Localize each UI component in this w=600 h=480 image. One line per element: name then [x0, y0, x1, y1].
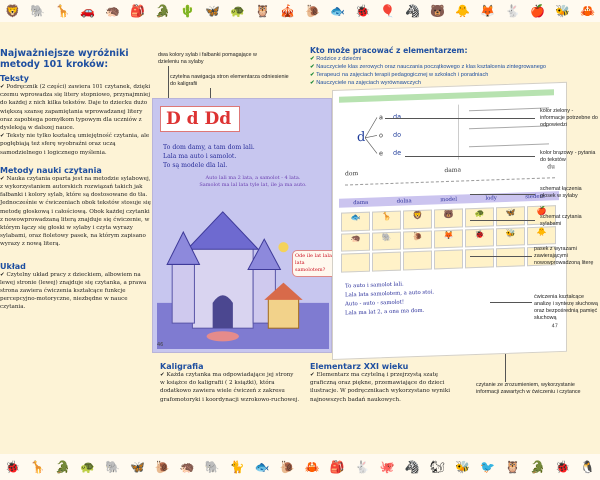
border-animal-icon: 🦉 — [504, 460, 520, 474]
border-animal-icon: 🦒 — [30, 460, 45, 474]
border-animal-icon: 🦓 — [404, 460, 420, 474]
book-left-page — [152, 98, 332, 353]
border-animal-icon: 🐻 — [430, 4, 445, 18]
elementarz-text: ✔ Elementarz ma czytelną i przejrzystą szatę graficzną oraz piękne, przemawiające do dzieci ilustracje. W podręcznikach wykorzystano wyniki najnowszych badań naukowych. — [310, 372, 450, 403]
letter-dd: D d Dd — [166, 109, 232, 129]
bottom-animal-border — [0, 454, 600, 480]
kto-item: ✔ Terapeuci na zajęciach terapii pedagogicznej w szkołach i poradniach — [310, 72, 489, 78]
reading-line: To dom damy, a tam dom lali. — [163, 144, 255, 151]
border-animal-icon: 🎪 — [280, 4, 295, 18]
reading-line: Lala ma lat 2, a ona ma dom. — [345, 307, 425, 317]
border-animal-icon: 🦋 — [205, 4, 220, 18]
band-word: dama — [353, 199, 369, 206]
border-animal-icon: 🐘 — [104, 460, 120, 474]
annotation-line — [385, 118, 535, 119]
border-animal-icon: 🍎 — [530, 4, 545, 18]
reading-line: Lala ma auto i samolot. — [163, 153, 237, 160]
border-animal-icon: 🐇 — [505, 4, 520, 18]
reading-line: Samolot ma lal lata tyle lat, ile ja ma auto. — [199, 182, 307, 188]
border-animal-icon: 🦋 — [129, 460, 145, 474]
syllable-arrows — [365, 115, 379, 159]
border-animal-icon: 🐘 — [204, 460, 220, 474]
border-animal-icon: 🐊 — [155, 4, 170, 18]
syllable-row: e — [379, 149, 383, 158]
syllable-row: o — [379, 131, 383, 140]
reading-line: To są modele dla lal. — [163, 162, 228, 169]
page-number-right: 47 — [551, 323, 558, 330]
annotation-falbanki: dwa kolory sylab i fałbanki pomagające w dzieleniu na sylaby — [158, 52, 257, 65]
border-animal-icon: 🚗 — [80, 4, 95, 18]
annotation-nawigacja: czytelna nawigacja stron elementarza odniesienie do kaligrafii — [170, 74, 289, 87]
kaligrafia-heading: Kaligrafia — [160, 362, 204, 371]
band-word: model — [440, 196, 457, 203]
section-heading-teksty: Teksty — [0, 74, 29, 83]
page-title: Najważniejsze wyróżniki metody 101 kroków: — [0, 48, 129, 70]
border-animal-icon: 🦔 — [105, 4, 120, 18]
border-animal-icon: 🐧 — [579, 460, 595, 474]
word-row — [345, 163, 555, 177]
border-animal-icon: 🦁 — [5, 4, 20, 18]
border-animal-icon: 🐦 — [480, 460, 495, 474]
kto-item: ✔ Rodzice z dziećmi — [310, 56, 362, 62]
section-text-metody: ✔ Nauka czytania oparta jest na metodzie sylabowej, z wykorzystaniem autorskich rozwiązań takich jak fałbanki i kolory sylab, które są dostosowane do tła. Jednocześnie w ćwiczeniach obok tekstów stosuje się metodę głoskową i całościową. Obok każdej czytanki z nowowprowadzaną literą znajduje się ćwiczenie, w którym łączy się głoski w sylaby i czyta wyrazy sylabami, oraz fioletowy pasek, na którym zapisano wyrazy z nową literą. — [0, 175, 151, 248]
reading-line: Lala lata samolotem, a auto stoi. — [345, 289, 435, 299]
border-animal-icon: 🐝 — [455, 460, 470, 474]
border-animal-icon: 🐟 — [330, 4, 345, 18]
reading-line: To auto i samolot lali. — [345, 281, 404, 290]
annotation-line — [470, 256, 532, 257]
border-animal-icon: 🎒 — [130, 4, 145, 18]
annotation-line — [405, 156, 535, 157]
kto-item: ✔ Nauczyciele na zajęciach wyrównawczych — [310, 80, 422, 86]
word: dama — [444, 166, 462, 175]
border-animal-icon: 🐘 — [30, 4, 45, 18]
elementarz-section — [310, 362, 460, 404]
syllable: de — [393, 148, 402, 157]
border-animal-icon: 🐌 — [154, 460, 170, 474]
green-info-bar — [339, 89, 554, 103]
border-animal-icon: 🦓 — [405, 4, 420, 18]
border-animal-icon: 🦉 — [255, 4, 270, 18]
annotation-line — [505, 354, 506, 382]
border-animal-icon: 🐞 — [5, 460, 20, 474]
border-animal-icon: 🐌 — [305, 4, 320, 18]
border-animal-icon: 🐊 — [54, 460, 70, 474]
annotation-pasek-wyrazy: pasek z wyrazami zawierającymi nowowprowadzoną literę — [534, 246, 594, 266]
kto-heading: Kto może pracować z elementarzem: — [310, 46, 468, 55]
reading-text-2 — [183, 175, 323, 189]
annotation-line — [470, 194, 535, 195]
word: dom — [345, 170, 359, 178]
border-animal-icon: 🐢 — [230, 4, 245, 18]
left-column — [0, 48, 154, 312]
brochure-page — [0, 24, 600, 452]
annotation-cwiczenia: ćwiczenia kształcące analizę i syntezę słuchową oraz bezpośrednią pamięć słuchową — [534, 294, 598, 321]
reading-text — [163, 143, 255, 170]
border-animal-icon: 🦔 — [179, 460, 195, 474]
band-word: siedem — [525, 193, 545, 200]
section-text-uklad: ✔ Czytelny układ pracy z dzieckiem, albowiem na lewej stronie (lewej) znajduje się czytanka, a prawa strona zawiera ćwiczenia kształcące funkcje percepcyjno-motoryczne, niezbędne w nauce czytania. — [0, 271, 147, 311]
page-number-left: 46 — [157, 342, 164, 348]
border-animal-icon: 🐌 — [279, 460, 295, 474]
section-text-teksty-2: ✔ Teksty nie tylko kształcą umiejętność czytania, ale pogłębiają też sferę wyobraźni oraz uczą samodzielnego i logicznego myślenia. — [0, 133, 150, 156]
border-animal-icon: 🎈 — [380, 4, 395, 18]
border-animal-icon: 🦀 — [580, 4, 595, 18]
letter-box — [160, 106, 240, 132]
border-animal-icon: 🐥 — [455, 4, 470, 18]
annotation-line — [490, 302, 532, 303]
border-animal-icon: 🎒 — [329, 460, 345, 474]
kaligrafia-text: ✔ Każda czytanka ma odpowiadające jej strony w książce do kaligrafii ( 2 książki), która dodatkowo zawiera wiele ćwiczeń z zakresu grafomotoryki i koordynacji wzrokowo-ruchowej. — [160, 372, 300, 403]
band-word: dolna — [396, 197, 412, 205]
picture-grid: 🐟 🦒 🦁 🐻 🐢 🦋 🍎 🦔 🐘 🐌 🦊 🐞 🐝 🐥 — [341, 205, 556, 273]
word: du — [547, 163, 555, 171]
elementarz-heading: Elementarz XXI wieku — [310, 362, 409, 371]
annotation-line — [470, 220, 535, 221]
border-animal-icon: 🌵 — [180, 4, 195, 18]
question-bubble: Ode ile lat lala lata samolotem? — [292, 250, 338, 277]
syllable-row: a — [379, 113, 383, 122]
annotation-czytanie-sylabami: schemat czytania sylabami — [540, 214, 582, 227]
border-animal-icon: 🐞 — [355, 4, 370, 18]
kto-section — [310, 46, 590, 87]
border-animal-icon: 🐟 — [254, 460, 270, 474]
border-animal-icon: 🐇 — [354, 460, 370, 474]
syllable-scheme: d a o e da do de — [345, 105, 455, 164]
top-animal-border — [0, 0, 600, 22]
border-animal-icon: 🐊 — [529, 460, 545, 474]
annotation-kolor-zielony: kolor zielony - informacje potrzebne do odpowiedzi — [540, 108, 598, 128]
border-animal-icon: 🐞 — [554, 460, 570, 474]
syllable-dashes — [345, 177, 555, 191]
syllable: da — [393, 112, 402, 121]
kto-item: ✔ Nauczyciele klas zerowych oraz nauczania początkowego z klas kształcenia zintegrowanego — [310, 64, 547, 70]
kaligrafia-section — [160, 362, 300, 404]
reading-line: Auto lali ma 2 lata, a samolot - 4 lata. — [205, 175, 301, 181]
border-animal-icon: 🐝 — [555, 4, 570, 18]
section-heading-uklad: Układ — [0, 261, 26, 271]
annotation-czytanie-ze-zrozumieniem: czytanie ze zrozumieniem, wykorzystanie informacji zawartych w ćwiczeniu i czytance — [476, 382, 581, 395]
section-heading-metody: Metody nauki czytania — [0, 165, 102, 175]
annotation-kolor-brazowy: kolor brązowy - pytania do tekstów — [540, 150, 596, 163]
border-animal-icon: 🐢 — [79, 460, 95, 474]
right-reading — [345, 275, 555, 318]
syllable: do — [393, 130, 402, 139]
section-text-teksty-1: ✔ Podręcznik (2 części) zawiera 101 czytanek, dzięki czemu wprowadza się litery stopniowo, przynajmniej do każdej z nich kilka tekstów. Daje to dziecku dużo większą szansę zapamiętania wprowadzanej litery oraz zapobiega pomyłkom typowym dla uczniów z dysleksją w dalszej nauce. — [0, 84, 151, 132]
border-animal-icon: 🐙 — [379, 460, 395, 474]
band-word: lody — [485, 194, 497, 202]
syllable-scheme-2 — [458, 101, 553, 159]
annotation-laczenie-glosek: schemat łączenia głosek w sylaby — [540, 186, 582, 199]
book-spread — [152, 90, 562, 360]
border-animal-icon: 🐈 — [229, 460, 245, 474]
border-animal-icon: 🦒 — [55, 4, 70, 18]
border-animal-icon: 🐿 — [429, 460, 445, 474]
reading-line: Auto - auto - samolot! — [345, 299, 405, 308]
border-animal-icon: 🦊 — [480, 4, 495, 18]
border-animal-icon: 🦀 — [304, 460, 320, 474]
